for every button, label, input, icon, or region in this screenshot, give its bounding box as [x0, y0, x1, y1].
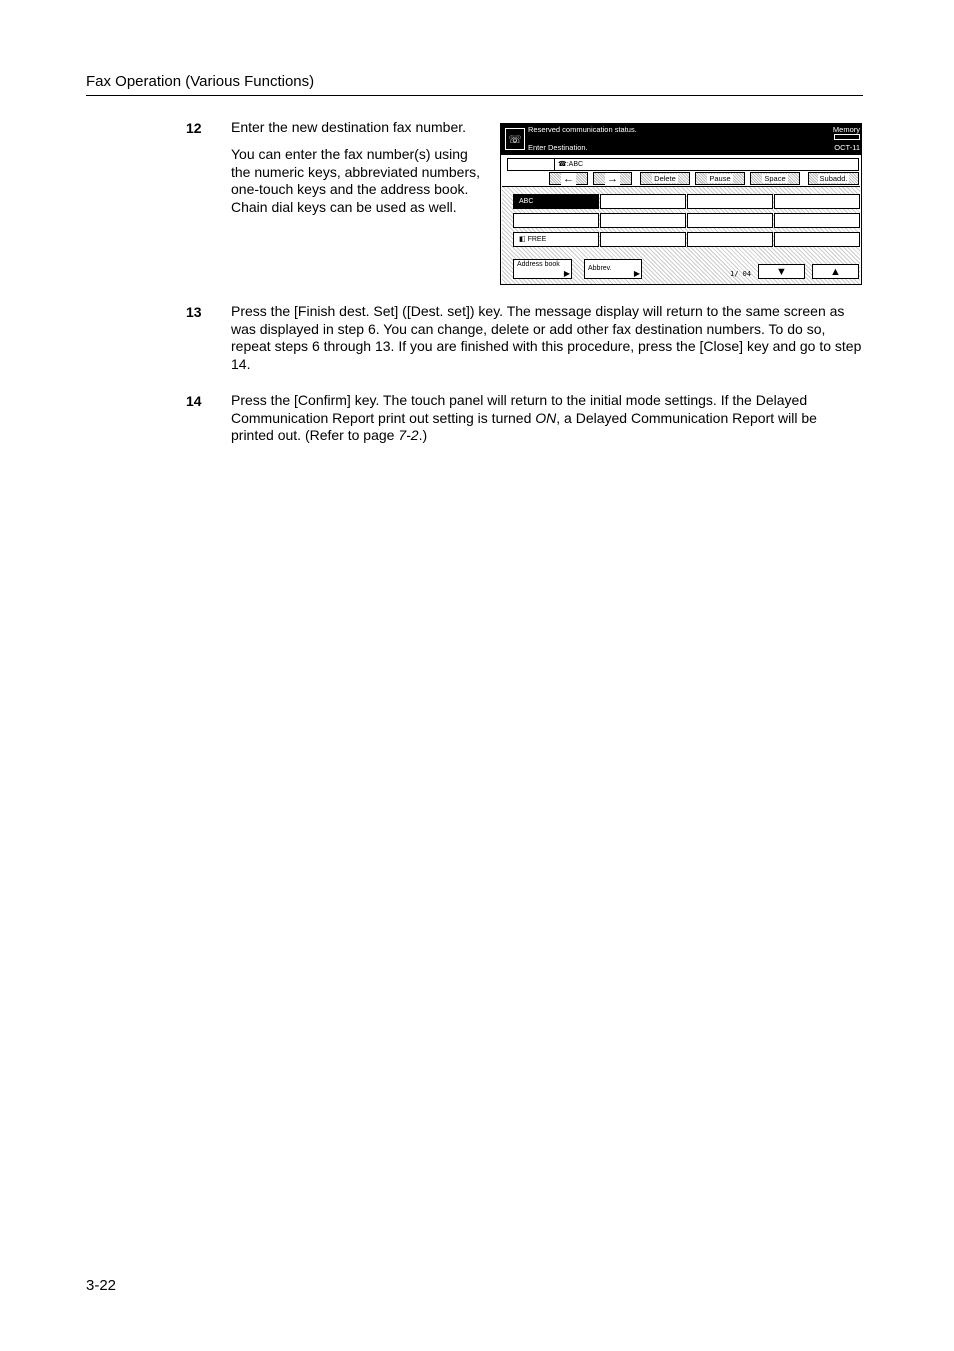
phone-icon: ☎ — [558, 161, 567, 168]
address-book-button[interactable]: Address book ▶ — [513, 259, 572, 279]
one-touch-key-8[interactable] — [774, 213, 860, 228]
triangle-right-icon: ▶ — [563, 269, 570, 278]
step-number-12: 12 — [186, 120, 202, 136]
page-header — [86, 72, 863, 96]
page-down-button[interactable] — [758, 264, 805, 279]
step-12-intro: Enter the new destination fax number. — [231, 119, 467, 135]
one-touch-key-7[interactable] — [687, 213, 773, 228]
fax-icon: ☏ — [505, 128, 525, 150]
abbrev-button[interactable]: Abbrev. ▶ — [584, 259, 642, 279]
delete-button[interactable]: Delete — [640, 172, 690, 185]
step-12-detail: You can enter the fax number(s) using the numeric keys, abbreviated numbers, one-touch keys and the address book. Chain dial keys can be used as well. — [231, 146, 481, 215]
one-touch-key-10[interactable] — [600, 232, 686, 247]
page-up-button[interactable] — [812, 264, 859, 279]
memory-bar — [834, 134, 860, 140]
one-touch-key-5[interactable] — [513, 213, 599, 228]
destination-value: ☎:ABC — [558, 161, 584, 168]
one-touch-key-12[interactable] — [774, 232, 860, 247]
destination-left-box — [508, 159, 555, 170]
subaddress-button[interactable]: Subadd. — [808, 172, 859, 185]
cursor-right-button[interactable]: → — [593, 172, 632, 185]
down-arrow-icon: ▼ — [776, 265, 787, 278]
panel-status-bar — [501, 124, 861, 155]
one-touch-key-2[interactable] — [600, 194, 686, 209]
header-title: Fax Operation (Various Functions) — [86, 73, 315, 90]
page-indicator: 1/ 04 — [730, 270, 752, 278]
cursor-left-button[interactable]: ← — [549, 172, 588, 185]
triangle-right-icon: ▶ — [633, 269, 640, 278]
one-touch-key-3[interactable] — [687, 194, 773, 209]
one-touch-key-area — [502, 187, 860, 284]
one-touch-key-1[interactable]: ABC — [513, 194, 599, 209]
touch-panel-screenshot — [500, 123, 862, 285]
page-number: 3-22 — [86, 1277, 117, 1294]
chain-dial-icon: ◧ — [519, 236, 526, 243]
one-touch-key-4[interactable] — [774, 194, 860, 209]
space-button[interactable]: Space — [750, 172, 800, 185]
status-line: Reserved communication status. — [528, 125, 637, 134]
memory-label: Memory — [832, 125, 860, 134]
step-14-text: Press the [Confirm] key. The touch panel will return to the initial mode settings. If the Delayed Communication Report print out setting is turned ON, a Delayed Communication Report will be printed out. (Refer to page 7-2.) — [231, 392, 817, 444]
prompt-line: Enter Destination. — [528, 143, 588, 152]
up-arrow-icon: ▲ — [830, 265, 841, 278]
destination-field[interactable] — [507, 158, 859, 171]
step-13-text: Press the [Finish dest. Set] ([Dest. set]) key. The message display will return to the same screen as was displayed in step 6. You can change, delete or add other fax destination numbers. To do so, repeat steps 6 through 13. If you are finished with this procedure, press the [Close] key and go to step 14. — [231, 303, 862, 372]
pause-button[interactable]: Pause — [695, 172, 745, 185]
one-touch-key-9[interactable]: ◧ FREE — [513, 232, 599, 247]
one-touch-key-11[interactable] — [687, 232, 773, 247]
step-number-14: 14 — [186, 393, 202, 409]
date-label: OCT-11 — [834, 143, 860, 152]
step-number-13: 13 — [186, 304, 202, 320]
one-touch-key-6[interactable] — [600, 213, 686, 228]
